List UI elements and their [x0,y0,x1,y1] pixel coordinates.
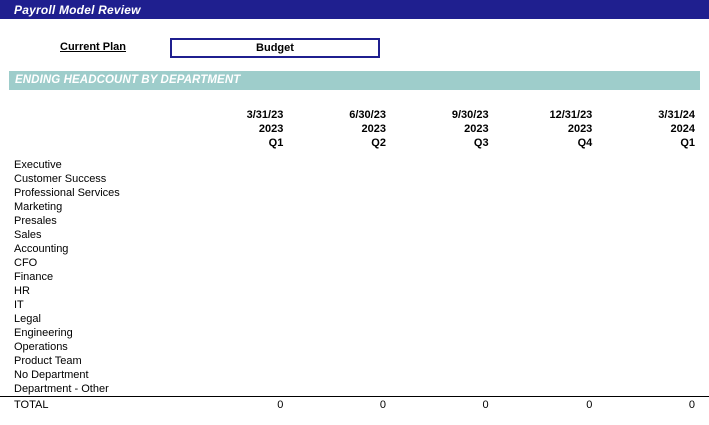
cell-professional-services-q1-2023 [195,186,298,200]
cell-customer-success-q1-2024 [606,172,709,186]
cell-it-q4-2023 [503,298,607,312]
column-header-3 [400,108,503,152]
cell-marketing-q4-2023 [503,200,607,214]
row-label-presales: Presales [14,215,57,227]
cell-accounting-q1-2024 [606,242,709,256]
column-header-date-2: 6/30/23 [349,109,386,121]
cell-marketing-q1-2024 [606,200,709,214]
cell-professional-services-q3-2023 [400,186,503,200]
cell-legal-q3-2023 [400,312,503,326]
cell-product-team-q2-2023 [297,354,400,368]
ending-headcount-table [0,108,709,413]
cell-accounting-q4-2023 [503,242,607,256]
cell-hr-q3-2023 [400,284,503,298]
column-header-quarter-4: Q4 [577,137,593,149]
cell-cfo-q1-2024 [606,256,709,270]
section-header-ending-headcount [9,71,700,90]
row-label-accounting: Accounting [14,243,69,255]
cell-engineering-q1-2023 [195,326,298,340]
table-row[interactable] [0,382,709,397]
cell-engineering-q1-2024 [606,326,709,340]
cell-professional-services-q4-2023 [503,186,607,200]
cell-marketing-q1-2023 [195,200,298,214]
cell-no-department-q4-2023 [503,368,607,382]
cell-customer-success-q1-2023 [195,172,298,186]
column-header-date-4: 12/31/23 [549,109,593,121]
column-header-2 [297,108,400,152]
cell-it-q1-2023 [195,298,298,312]
table-row[interactable] [0,172,709,186]
cell-operations-q1-2023 [195,340,298,354]
table-row[interactable] [0,368,709,382]
row-label-professional-services: Professional Services [14,187,120,199]
cell-executive-q3-2023 [400,158,503,172]
window-titlebar [0,0,709,19]
table-body [0,152,709,413]
cell-cfo-q3-2023 [400,256,503,270]
cell-professional-services-q2-2023 [297,186,400,200]
row-label-no-department: No Department [14,369,89,381]
table-row[interactable] [0,158,709,172]
cell-sales-q2-2023 [297,228,400,242]
cell-department-other-q1-2024 [606,382,709,397]
cell-product-team-q1-2024 [606,354,709,368]
plan-selector-row [0,38,709,60]
cell-sales-q1-2024 [606,228,709,242]
cell-accounting-q3-2023 [400,242,503,256]
cell-finance-q1-2023 [195,270,298,284]
cell-presales-q4-2023 [503,214,607,228]
column-header-year-4: 2023 [567,123,593,135]
cell-legal-q4-2023 [503,312,607,326]
table-row[interactable] [0,340,709,354]
cell-presales-q1-2024 [606,214,709,228]
column-header-date-3: 9/30/23 [451,109,489,121]
row-label-department-other: Department - Other [14,383,109,395]
cell-department-other-q3-2023 [400,382,503,397]
row-label-finance: Finance [14,271,54,283]
cell-operations-q1-2024 [606,340,709,354]
cell-sales-q4-2023 [503,228,607,242]
row-label-cfo: CFO [14,257,38,269]
cell-no-department-q1-2024 [606,368,709,382]
column-header-quarter-5: Q1 [680,137,695,149]
cell-executive-q1-2024 [606,158,709,172]
cell-no-department-q1-2023 [195,368,298,382]
current-plan-label: Current Plan [60,41,127,53]
cell-hr-q1-2023 [195,284,298,298]
cell-product-team-q3-2023 [400,354,503,368]
table-row[interactable] [0,256,709,270]
cell-customer-success-q2-2023 [297,172,400,186]
cell-presales-q3-2023 [400,214,503,228]
cell-engineering-q2-2023 [297,326,400,340]
table-row[interactable] [0,298,709,312]
cell-engineering-q4-2023 [503,326,607,340]
cell-cfo-q1-2023 [195,256,298,270]
row-label-product-team: Product Team [14,355,82,367]
row-label-hr: HR [14,285,30,297]
cell-executive-q4-2023 [503,158,607,172]
cell-department-other-q2-2023 [297,382,400,397]
table-total-row [0,397,709,414]
section-title: ENDING HEADCOUNT BY DEPARTMENT [15,74,241,86]
current-plan-value: Budget [256,42,294,54]
table-header-row [0,108,709,152]
cell-total-q1-2024: 0 [606,397,709,414]
cell-total-q4-2023: 0 [503,397,607,414]
cell-it-q3-2023 [400,298,503,312]
cell-no-department-q2-2023 [297,368,400,382]
table-row[interactable] [0,228,709,242]
row-label-sales: Sales [14,229,42,241]
cell-operations-q4-2023 [503,340,607,354]
cell-presales-q1-2023 [195,214,298,228]
cell-customer-success-q3-2023 [400,172,503,186]
column-header-year-5: 2024 [670,123,695,135]
cell-sales-q3-2023 [400,228,503,242]
column-header-quarter-3: Q3 [473,137,489,149]
table-row[interactable] [0,284,709,298]
current-plan-dropdown[interactable] [170,38,380,58]
cell-hr-q4-2023 [503,284,607,298]
row-label-legal: Legal [14,313,41,325]
cell-engineering-q3-2023 [400,326,503,340]
cell-finance-q3-2023 [400,270,503,284]
cell-department-other-q1-2023 [195,382,298,397]
cell-executive-q2-2023 [297,158,400,172]
row-label-executive: Executive [14,159,62,171]
cell-total-q2-2023: 0 [297,397,400,414]
row-label-operations: Operations [14,341,68,353]
cell-accounting-q1-2023 [195,242,298,256]
row-label-customer-success: Customer Success [14,173,107,185]
cell-legal-q2-2023 [297,312,400,326]
cell-operations-q3-2023 [400,340,503,354]
column-header-quarter-2: Q2 [371,137,386,149]
table-row[interactable] [0,354,709,368]
table-row[interactable] [0,214,709,228]
cell-sales-q1-2023 [195,228,298,242]
cell-operations-q2-2023 [297,340,400,354]
cell-total-q1-2023: 0 [195,397,298,414]
cell-cfo-q4-2023 [503,256,607,270]
cell-finance-q2-2023 [297,270,400,284]
row-label-marketing: Marketing [14,201,63,213]
column-header-year-3: 2023 [464,123,489,135]
cell-no-department-q3-2023 [400,368,503,382]
cell-finance-q1-2024 [606,270,709,284]
table-row[interactable] [0,326,709,340]
table-row[interactable] [0,186,709,200]
row-label-total: TOTAL [0,397,195,414]
page-title: Payroll Model Review [14,3,141,17]
cell-legal-q1-2023 [195,312,298,326]
cell-total-q3-2023: 0 [400,397,503,414]
cell-product-team-q4-2023 [503,354,607,368]
cell-customer-success-q4-2023 [503,172,607,186]
row-label-it: IT [14,299,24,311]
column-header-1 [195,108,298,152]
cell-cfo-q2-2023 [297,256,400,270]
column-header-4 [503,108,607,152]
cell-it-q1-2024 [606,298,709,312]
table-header [0,108,709,152]
cell-presales-q2-2023 [297,214,400,228]
column-header-date-5: 3/31/24 [658,109,695,121]
cell-it-q2-2023 [297,298,400,312]
table-row[interactable] [0,242,709,256]
column-header-year-2: 2023 [361,123,386,135]
table-row[interactable] [0,312,709,326]
row-header-label [0,108,195,152]
table-row[interactable] [0,200,709,214]
cell-hr-q2-2023 [297,284,400,298]
cell-executive-q1-2023 [195,158,298,172]
row-label-engineering: Engineering [14,327,73,339]
cell-hr-q1-2024 [606,284,709,298]
cell-professional-services-q1-2024 [606,186,709,200]
column-header-5 [606,108,709,152]
cell-accounting-q2-2023 [297,242,400,256]
cell-marketing-q2-2023 [297,200,400,214]
cell-marketing-q3-2023 [400,200,503,214]
cell-product-team-q1-2023 [195,354,298,368]
cell-finance-q4-2023 [503,270,607,284]
cell-legal-q1-2024 [606,312,709,326]
column-header-date-1: 3/31/23 [246,109,284,121]
table-row[interactable] [0,270,709,284]
cell-department-other-q4-2023 [503,382,607,397]
column-header-quarter-1: Q1 [268,137,284,149]
column-header-year-1: 2023 [258,123,284,135]
